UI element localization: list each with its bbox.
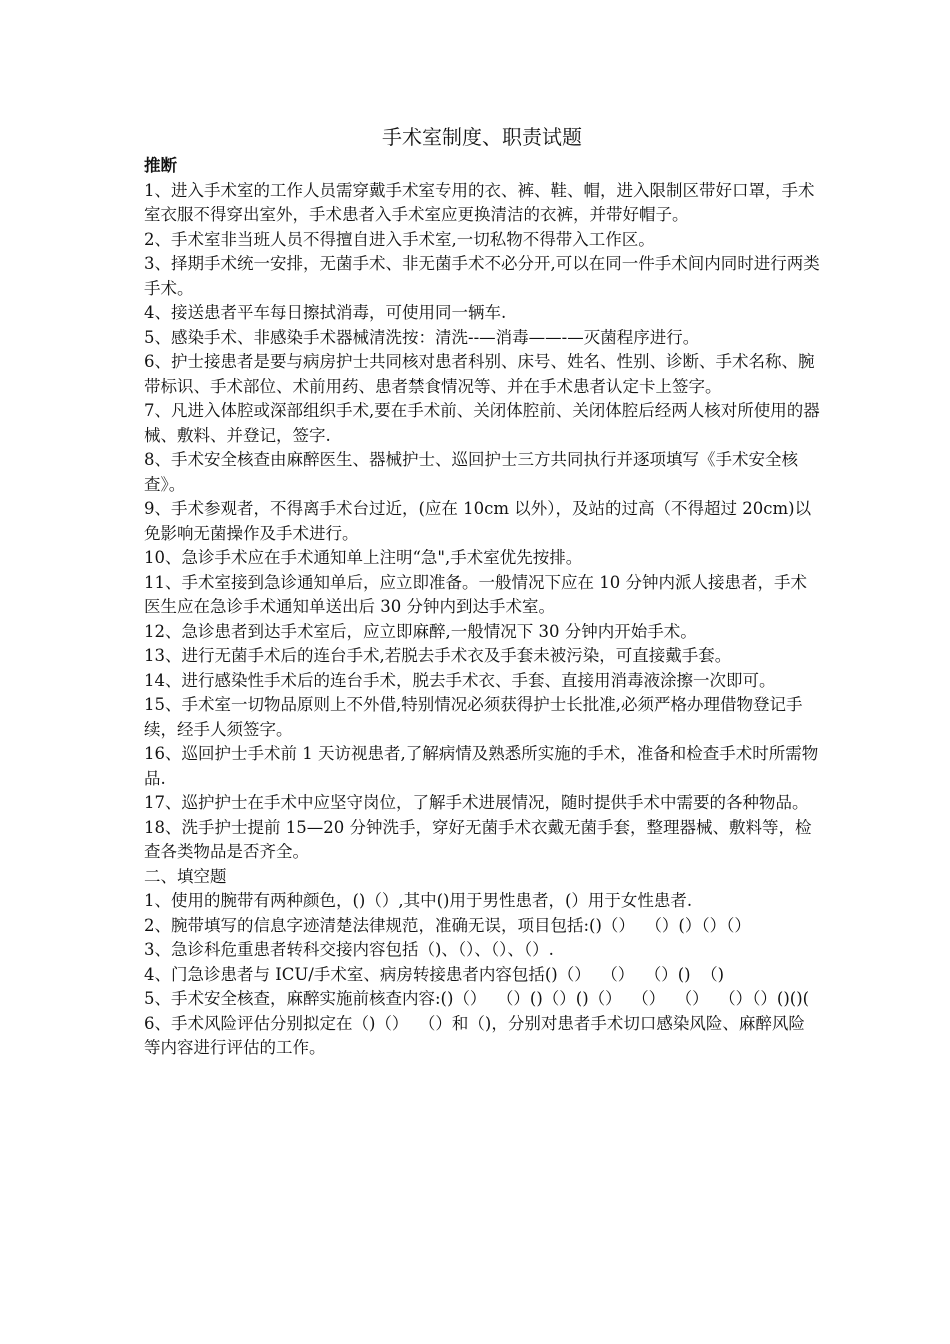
judgment-question-6: 6、护士接患者是要与病房护士共同核对患者科别、床号、姓名、性别、诊断、手术名称、腕带标识、手术部位、术前用药、患者禁食情况等、并在手术患者认定卡上签字。 bbox=[144, 352, 815, 396]
fill-in-question-5: 5、手术安全核查，麻醉实施前核查内容:()（） （）()（）()（） （） （） （）（）()()( bbox=[144, 989, 810, 1008]
judgment-question-8: 8、手术安全核查由麻醉医生、器械护士、巡回护士三方共同执行并逐项填写《手术安全核查》。 bbox=[144, 450, 798, 494]
document-title: 手术室制度、职责试题 bbox=[382, 125, 582, 149]
judgment-question-list bbox=[144, 179, 820, 865]
judgment-question-16: 16、巡回护士手术前 1 天访视患者,了解病情及熟悉所实施的手术，准备和检查手术时所需物品. bbox=[144, 744, 819, 788]
judgment-section-heading: 推断 bbox=[144, 156, 177, 175]
judgment-question-2: 2、手术室非当班人员不得擅自进入手术室,一切私物不得带入工作区。 bbox=[144, 229, 655, 249]
judgment-question-10: 10、急诊手术应在手术通知单上注明“急",手术室优先按排。 bbox=[144, 548, 583, 567]
fill-in-question-4: 4、门急诊患者与 ICU/手术室、病房转接患者内容包括()（） （） （）() （) bbox=[144, 964, 725, 984]
judgment-question-7: 7、凡进入体腔或深部组织手术,要在手术前、关闭体腔前、关闭体腔后经两人核对所使用的器械、敷料、并登记，签字. bbox=[144, 401, 820, 445]
judgment-question-18: 18、洗手护士提前 15—20 分钟洗手，穿好无菌手术衣戴无菌手套，整理器械、敷料等，检查各类物品是否齐全。 bbox=[144, 817, 812, 861]
judgment-question-5: 5、感染手术、非感染手术器械清洗按：清洗--—消毒——-—灭菌程序进行。 bbox=[144, 327, 700, 347]
judgment-question-9: 9、手术参观者，不得离手术台过近，(应在 10cm 以外），及站的过高（不得超过 20cm)以免影响无菌操作及手术进行。 bbox=[144, 499, 812, 543]
fill-in-question-6: 6、手术风险评估分别拟定在（)（） （）和（)，分别对患者手术切口感染风险、麻醉风险等内容进行评估的工作。 bbox=[144, 1013, 805, 1057]
judgment-question-13: 13、进行无菌手术后的连台手术,若脱去手术衣及手套未被污染，可直接戴手套。 bbox=[144, 646, 732, 665]
fill-in-question-list bbox=[144, 889, 820, 1061]
judgment-question-11: 11、手术室接到急诊通知单后，应立即准备。一般情况下应在 10 分钟内派人接患者，手术医生应在急诊手术通知单送出后 30 分钟内到达手术室。 bbox=[144, 572, 807, 616]
judgment-question-4: 4、接送患者平车每日擦拭消毒，可使用同一辆车. bbox=[144, 303, 507, 322]
judgment-question-14: 14、进行感染性手术后的连台手术，脱去手术衣、手套、直接用消毒液涂擦一次即可。 bbox=[144, 670, 776, 690]
fill-in-question-2: 2、腕带填写的信息字迹清楚法律规范，准确无误，项目包括:()（） （）(）（）（） bbox=[144, 915, 751, 935]
judgment-question-1: 1、进入手术室的工作人员需穿戴手术室专用的衣、裤、鞋、帽，进入限制区带好口罩，手术室衣服不得穿出室外，手术患者入手术室应更换清洁的衣裤，并带好帽子。 bbox=[144, 180, 815, 224]
judgment-question-12: 12、急诊患者到达手术室后，应立即麻醉,一般情况下 30 分钟内开始手术。 bbox=[144, 621, 697, 641]
judgment-question-3: 3、择期手术统一安排，无菌手术、非无菌手术不必分开,可以在同一件手术间内同时进行两类手术。 bbox=[144, 254, 820, 298]
judgment-question-15: 15、手术室一切物品原则上不外借,特别情况必须获得护士长批准,必须严格办理借物登记手续，经手人须签字。 bbox=[144, 695, 803, 739]
fill-in-question-3: 3、急诊科危重患者转科交接内容包括（)、（）、（）、（）. bbox=[144, 940, 554, 959]
document-body bbox=[144, 122, 820, 1061]
fill-in-question-1: 1、使用的腕带有两种颜色，()（）,其中()用于男性患者，(）用于女性患者. bbox=[144, 891, 693, 910]
judgment-question-17: 17、巡护护士在手术中应坚守岗位，了解手术进展情况，随时提供手术中需要的各种物品。 bbox=[144, 793, 809, 812]
fill-in-section-heading: 二、填空题 bbox=[144, 866, 227, 886]
